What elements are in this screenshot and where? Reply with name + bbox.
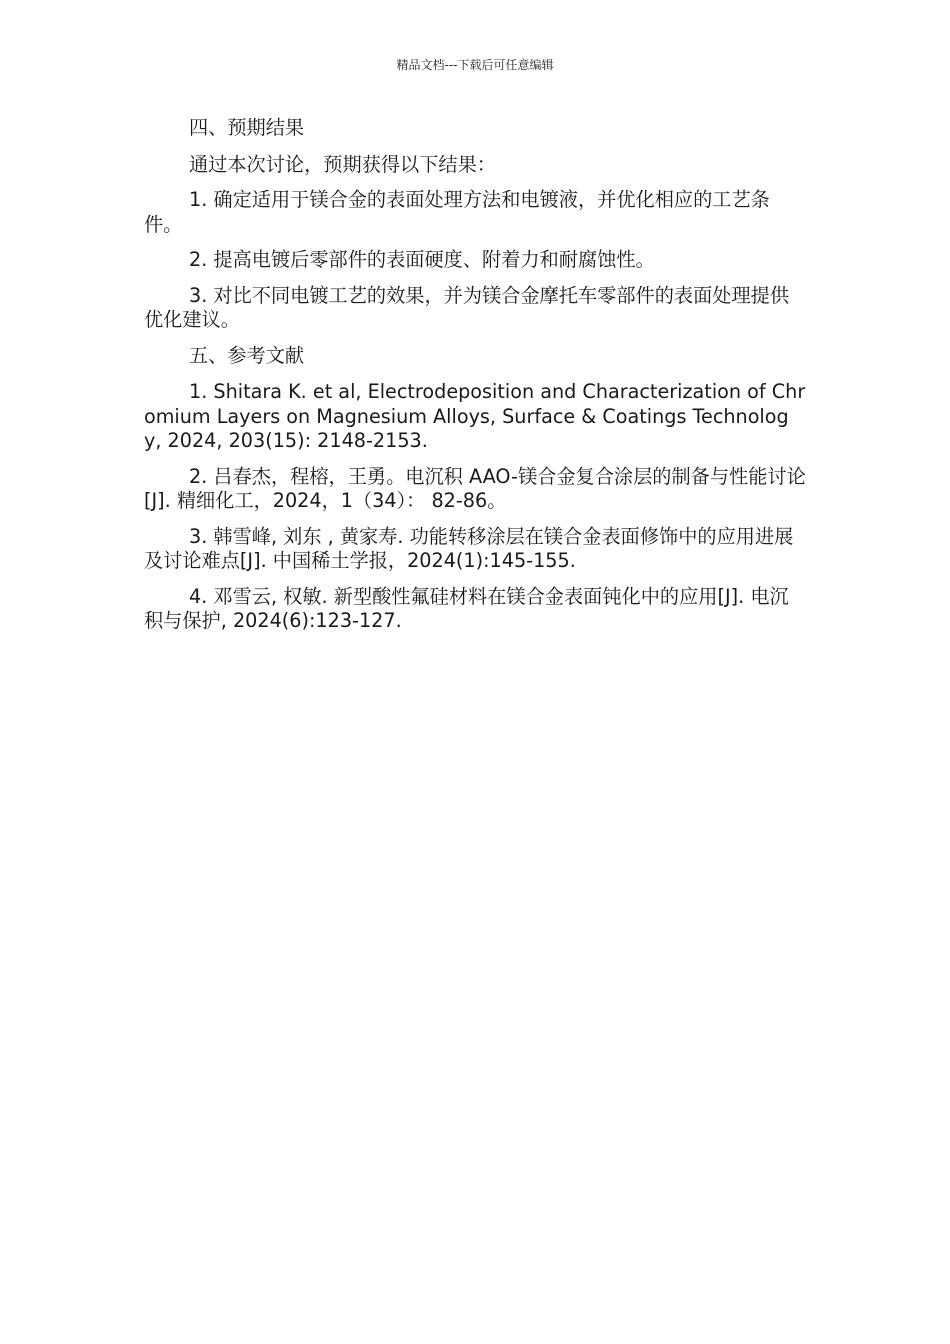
section-heading-expected-results: 四、预期结果 bbox=[189, 116, 305, 139]
section-heading-references: 五、参考文献 bbox=[189, 343, 305, 367]
document-body bbox=[144, 116, 806, 645]
page-header: 精品文档---下载后可任意编辑 bbox=[396, 58, 554, 72]
reference-item: 4. 邓雪云, 权敏. 新型酸性氟硅材料在镁合金表面钝化中的应用[J]. 电沉积与保护, 2024(6):123-127. bbox=[144, 584, 789, 632]
reference-item: 2. 吕春杰，程榕，王勇。电沉积 AAO-镁合金复合涂层的制备与性能讨论[J]. 精细化工，2024，1（34）： 82-86。 bbox=[144, 464, 806, 512]
section-intro: 通过本次讨论，预期获得以下结果： bbox=[189, 152, 496, 176]
reference-item: 1. Shitara K. et al, Electrodeposition and Characterization of Chromium Layers on Magnesium Alloys, Surface & Coatings Technology, 2024, 203(15): 2148-2153. bbox=[144, 380, 806, 452]
result-item: 1. 确定适用于镁合金的表面处理方法和电镀液，并优化相应的工艺条件。 bbox=[144, 188, 770, 236]
result-item: 3. 对比不同电镀工艺的效果，并为镁合金摩托车零部件的表面处理提供优化建议。 bbox=[144, 283, 790, 331]
result-item: 2. 提高电镀后零部件的表面硬度、附着力和耐腐蚀性。 bbox=[189, 248, 655, 271]
reference-item: 3. 韩雪峰, 刘东 , 黄家寿. 功能转移涂层在镁合金表面修饰中的应用进展及讨论难点[J]. 中国稀土学报，2024(1):145-155. bbox=[144, 524, 794, 572]
